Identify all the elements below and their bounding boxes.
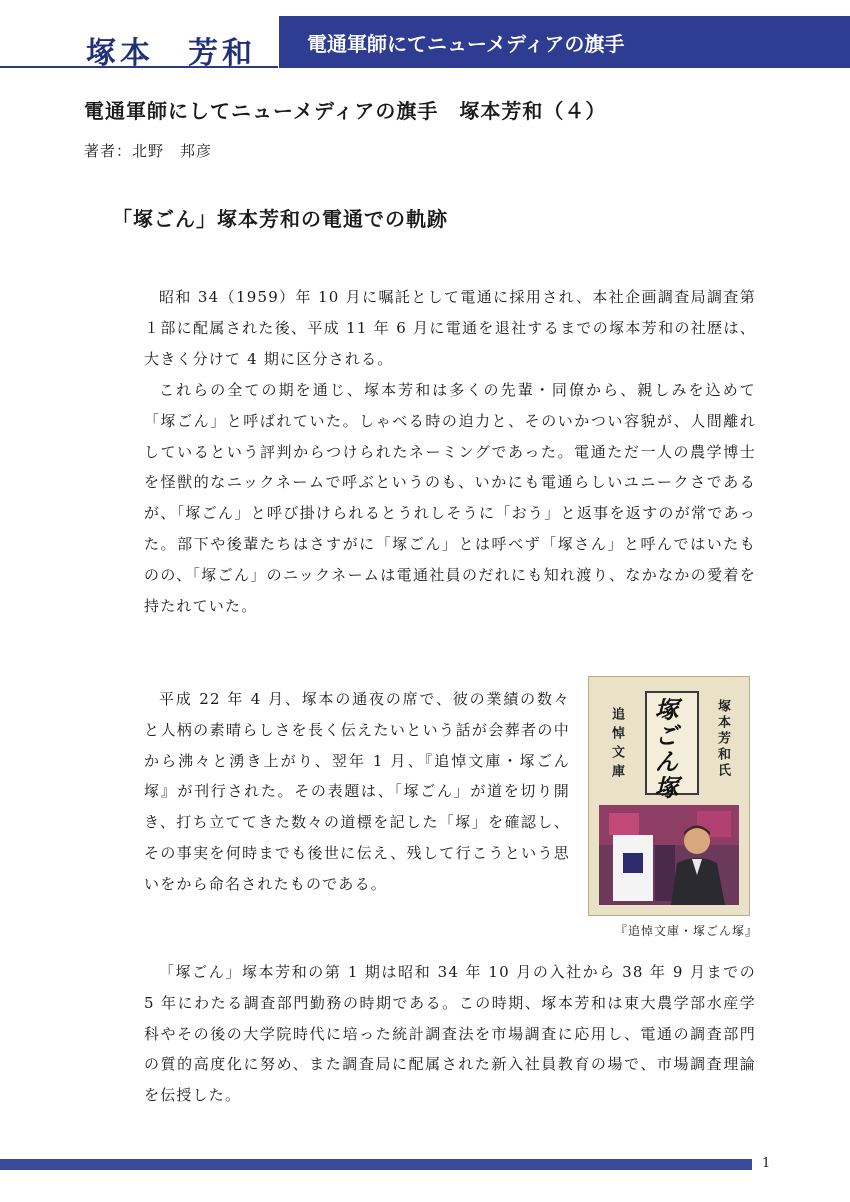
book-cover-photo — [599, 805, 739, 905]
page-header — [0, 0, 850, 72]
book-cover-image — [588, 676, 750, 916]
article-title: 電通軍師にしてニューメディアの旗手 塚本芳和（４） — [84, 99, 607, 123]
article-byline: 著者：北野 邦彦 — [84, 142, 213, 160]
body-paragraph-2: これらの全ての期を通じ、塚本芳和は多くの先輩・同僚から、親しみを込めて「塚ごん」と呼ばれていた。しゃべる時の迫力と、そのいかつい容貌が、人間離れしているという評判からつけられたネーミングであった。電通ただ一人の農学博士を怪獣的なニックネームで呼ぶというのも、いかにも電通らしいユニークさであるが、「塚ごん」と呼び掛けられるとうれしそうに「おう」と返事を返すのが常であった。部下や後輩たちはさすがに「塚ごん」とは呼べず「塚さん」と呼んではいたものの、「塚ごん」のニックネームは電通社員のだれにも知れ渡り、なかなかの愛着を持たれていた。 — [144, 381, 756, 615]
header-author-name: 塚本 芳和 — [86, 36, 256, 71]
header-series-banner — [279, 16, 850, 68]
page-number: 1 — [762, 1156, 771, 1171]
body-paragraph-3: 平成 22 年 4 月、塚本の通夜の席で、彼の業績の数々と人柄の素晴らしさを長く伝えたいという話が会葬者の中から沸々と湧き上がり、翌年 1 月、『追悼文庫・塚ごん塚』が刊行された。その表題は、「塚ごん」が道を切り開き、打ち立ててきた数々の道標を記した「塚」を確認し、その事実を何時までも後世に伝え、残して行こうという思いをから命名されたものである。 — [144, 690, 570, 893]
book-cover-subtitle: 追悼文庫 — [609, 707, 624, 783]
body-paragraph-1: 昭和 34（1959）年 10 月に嘱託として電通に採用され、本社企画調査局調査第１部に配属された後、平成 11 年 6 月に電通を退社するまでの塚本芳和の社歴は、大きく分けて 4 期に区分される。 — [144, 288, 756, 368]
portrait-photo-image — [599, 805, 739, 905]
book-cover-name: 塚本芳和氏 — [715, 699, 730, 779]
figure-caption: 『追悼文庫・塚ごん塚』 — [614, 924, 758, 938]
body-paragraph-4: 「塚ごん」塚本芳和の第 1 期は昭和 34 年 10 月の入社から 38 年 9 月までの 5 年にわたる調査部門勤務の時期である。この時期、塚本芳和は東大農学部水産学科やその後の大学院時代に培った統計調査法を市場調査に応用し、電通の調査部門の質的高度化に努め、また調査局に配属された新入社員教育の場で、市場調査理論を伝授した。 — [144, 963, 756, 1105]
header-author-block — [0, 16, 278, 71]
book-cover-title: 塚ごん塚 — [650, 697, 679, 801]
section-heading: 「塚ごん」塚本芳和の電通での軌跡 — [112, 207, 448, 231]
header-series-title: 電通軍師にてニューメディアの旗手 — [307, 32, 625, 56]
footer-bar — [0, 1159, 752, 1170]
